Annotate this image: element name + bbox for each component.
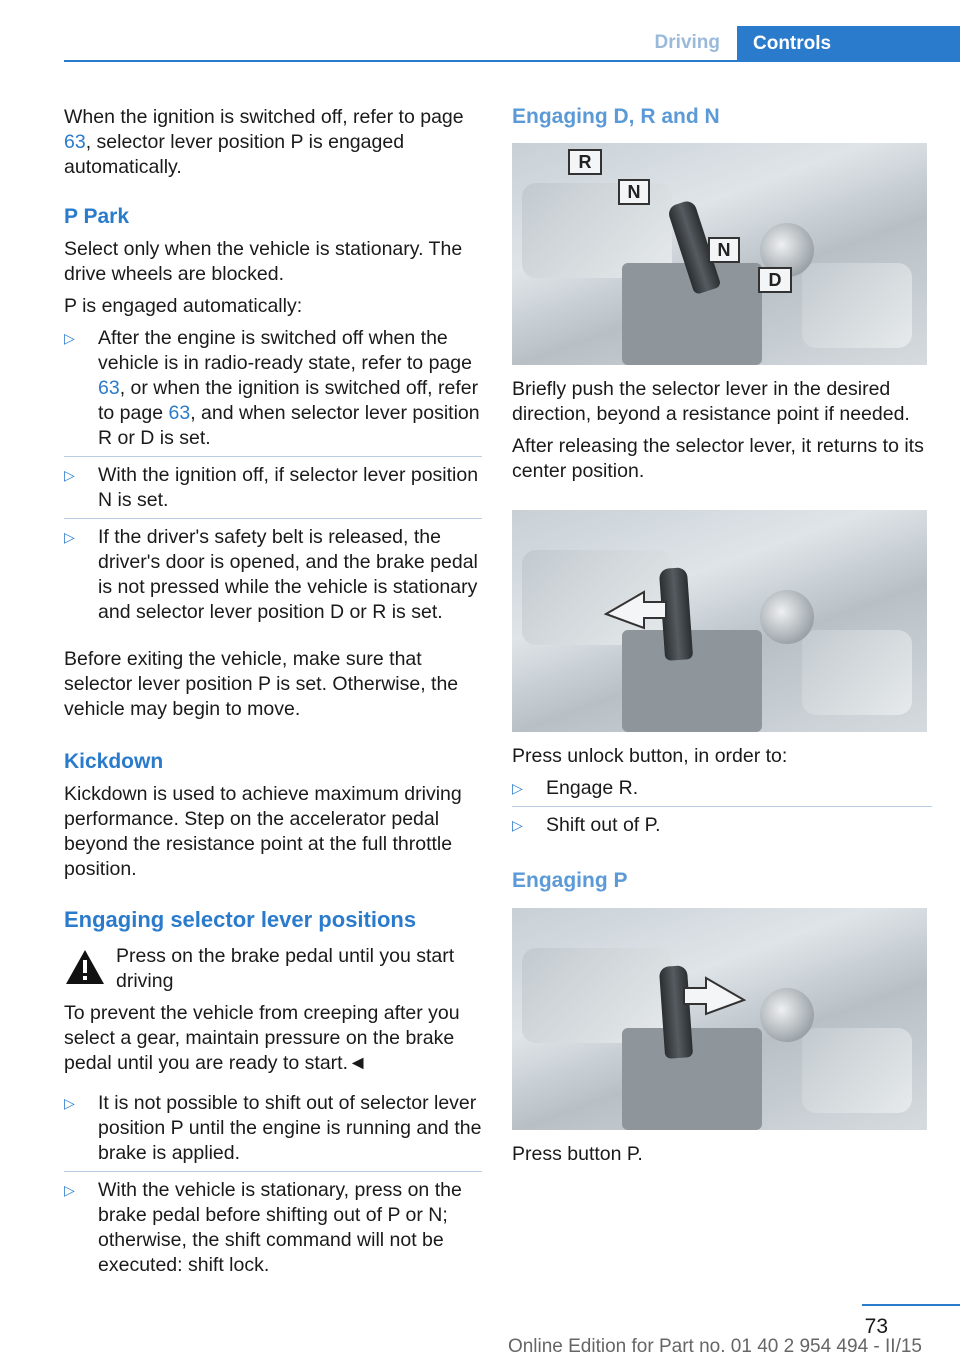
p-heading: Engaging P [512, 869, 628, 892]
warning-block [64, 944, 482, 996]
kickdown-text: Kickdown is used to achieve maximum driving performance. Step on the accelerator pedal beyond the resistance point at the full throttle position. [64, 783, 462, 880]
page-number: 73 [864, 1315, 888, 1338]
page-link[interactable]: 63 [98, 377, 120, 399]
list-item: ▷ With the ignition off, if selector lever position N is set. [64, 464, 479, 511]
drn-text-2: After releasing the selector lever, it returns to its center position. [512, 435, 924, 482]
bullet-icon: ▷ [64, 1182, 75, 1198]
press-arrow-icon [604, 584, 670, 632]
divider [512, 806, 932, 807]
divider [64, 518, 482, 519]
bullet-icon: ▷ [64, 330, 75, 346]
park-exit-text: Before exiting the vehicle, make sure that selector lever position P is set. Otherwise, the vehicle may begin to move. [64, 648, 459, 720]
bullet-icon: ▷ [64, 1095, 75, 1111]
footer-rule [862, 1304, 960, 1306]
list-item: ▷ It is not possible to shift out of selector lever position P until the engine is running and the brake is applied. [64, 1092, 482, 1164]
unlock-text: Press unlock button, in order to: [512, 745, 788, 767]
photo-pad [802, 263, 912, 348]
intro-paragraph: When the ignition is switched off, refer to page 63, selector lever position P is engaged automatically. [64, 106, 464, 178]
footer-edition: Online Edition for Part no. 01 40 2 954 494 - II/15 [507, 1336, 922, 1357]
page-link[interactable]: 63 [168, 402, 191, 424]
park-heading: P Park [64, 205, 129, 228]
kickdown-heading: Kickdown [64, 750, 164, 773]
park-bullets [64, 326, 482, 625]
photo-pad [802, 1028, 912, 1113]
page-link[interactable]: 63 [64, 131, 86, 153]
engage-bullets [64, 1091, 482, 1278]
header-section: Driving [654, 32, 720, 53]
selector-lever-photo-3 [512, 908, 927, 1130]
position-tag: N [618, 179, 650, 205]
position-tag: R [568, 149, 602, 175]
selector-lever-photo-2 [512, 510, 927, 732]
warning-text: To prevent the vehicle from creeping after you select a gear, maintain pressure on the brake pedal until you are ready to start.◄ [64, 1002, 460, 1074]
p-text: Press button P. [512, 1143, 643, 1165]
bullet-icon: ▷ [64, 467, 75, 483]
warning-icon [64, 948, 106, 986]
press-arrow-icon [680, 970, 746, 1018]
list-item: ▷ Shift out of P. [512, 814, 661, 836]
warning-title: Press on the brake pedal until you start driving [116, 945, 455, 992]
park-auto: P is engaged automatically: [64, 295, 303, 317]
drn-text-1: Briefly push the selector lever in the desired direction, beyond a resistance point if needed. [512, 378, 910, 425]
engage-heading: Engaging selector lever positions [64, 907, 417, 932]
bullet-icon: ▷ [512, 780, 523, 796]
photo-pad [802, 630, 912, 715]
list-item: ▷ Engage R. [512, 777, 639, 799]
header-tab: Controls [737, 26, 960, 62]
bullet-icon: ▷ [64, 529, 75, 545]
controller-knob [760, 590, 814, 644]
controller-knob [760, 988, 814, 1042]
unlock-bullets [512, 776, 932, 838]
selector-lever-photo-1 [512, 143, 927, 365]
park-text: Select only when the vehicle is stationary. The drive wheels are blocked. [64, 238, 463, 285]
list-item: ▷ After the engine is switched off when the vehicle is in radio-ready state, refer to page 63, or when the ignition is switched off, refer to page 63, and when selector lever position R or D is set. [64, 327, 480, 449]
divider [64, 1171, 482, 1172]
divider [64, 456, 482, 457]
list-item: ▷ With the vehicle is stationary, press on the brake pedal before shifting out of P or N; otherwise, the shift command will not be executed: shift lock. [64, 1179, 462, 1276]
bullet-icon: ▷ [512, 817, 523, 833]
list-item: ▷ If the driver's safety belt is released, the driver's door is opened, and the brake pedal is not pressed while the vehicle is stationary and selector lever position D or R is set. [64, 526, 478, 623]
position-tag: N [708, 237, 740, 263]
drn-heading: Engaging D, R and N [512, 105, 720, 128]
header-rule [64, 60, 960, 62]
position-tag: D [758, 267, 792, 293]
